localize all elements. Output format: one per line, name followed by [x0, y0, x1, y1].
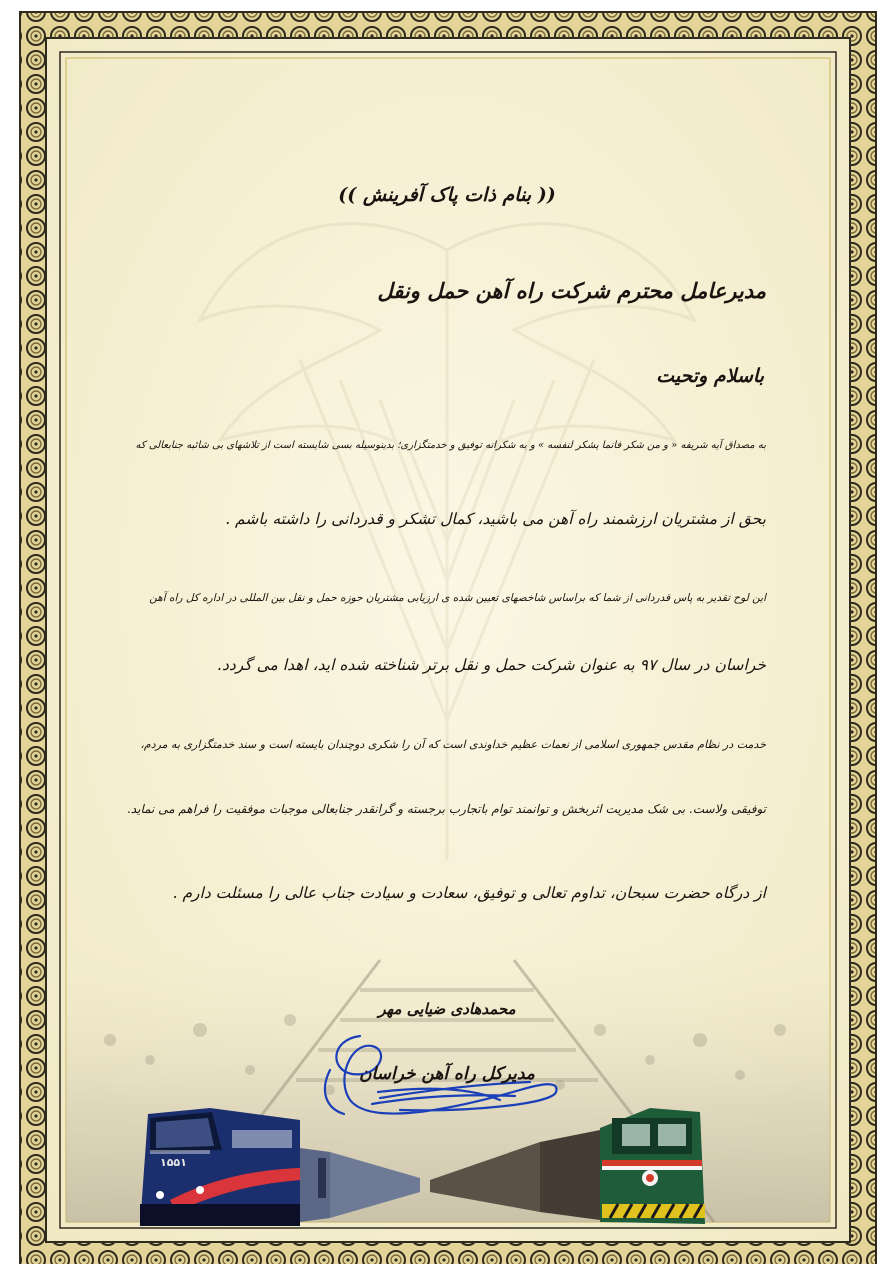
body-line-3: این لوح تقدیر به پاس قدردانی از شما که براساس شاخصهای تعیین شده ی ارزیابی مشتریان حوزه حمل و نقل بین المللی در اداره کل راه آهن: [149, 592, 766, 604]
locomotive-number: ۱۵۵۱: [160, 1156, 187, 1169]
body-line-6: توفیقی ولاست. بی شک مدیریت اثربخش و توانمند توام باتجارب برجسته و گرانقدر جنابعالی موجبات موفقیت را فراهم می نماید.: [126, 802, 766, 816]
body-line-7: از درگاه حضرت سبحان، تداوم تعالی و توفیق، سعادت و سیادت جناب عالی را مسئلت دارم .: [172, 884, 766, 902]
body-line-2: بحق از مشتریان ارزشمند راه آهن می باشید، کمال تشکر و قدردانی را داشته باشم .: [225, 510, 766, 528]
green-freight-locomotive: [430, 1108, 705, 1224]
body-line-1: به مصداق آیه شریفه « و من شکر فانما یشکر لنفسه » و به شکرانه توفیق و خدمتگزاری؛ بدینوسیله بسی شایسته است از تلاشهای بی شائبه جنابعالی که: [135, 440, 766, 451]
recipient-title: مدیرعامل محترم شرکت راه آهن حمل ونقل: [377, 278, 766, 303]
body-line-4: خراسان در سال ۹۷ به عنوان شرکت حمل و نقل برتر شناخته شده اید، اهدا می گردد.: [217, 656, 766, 674]
invocation-heading: (( بنام ذات پاک آفرینش )): [338, 184, 556, 206]
signatory-title: مدیرکل راه آهن خراسان: [359, 1064, 535, 1084]
signatory-name: محمدهادی ضیایی مهر: [378, 1000, 516, 1018]
body-line-5: خدمت در نظام مقدس جمهوری اسلامی از نعمات عظیم خداوندی است که آن را شکری دوچندان بایسته است و سند خدمتگزاری به مردم،: [140, 738, 766, 751]
greeting: باسلام وتحیت: [656, 365, 764, 387]
